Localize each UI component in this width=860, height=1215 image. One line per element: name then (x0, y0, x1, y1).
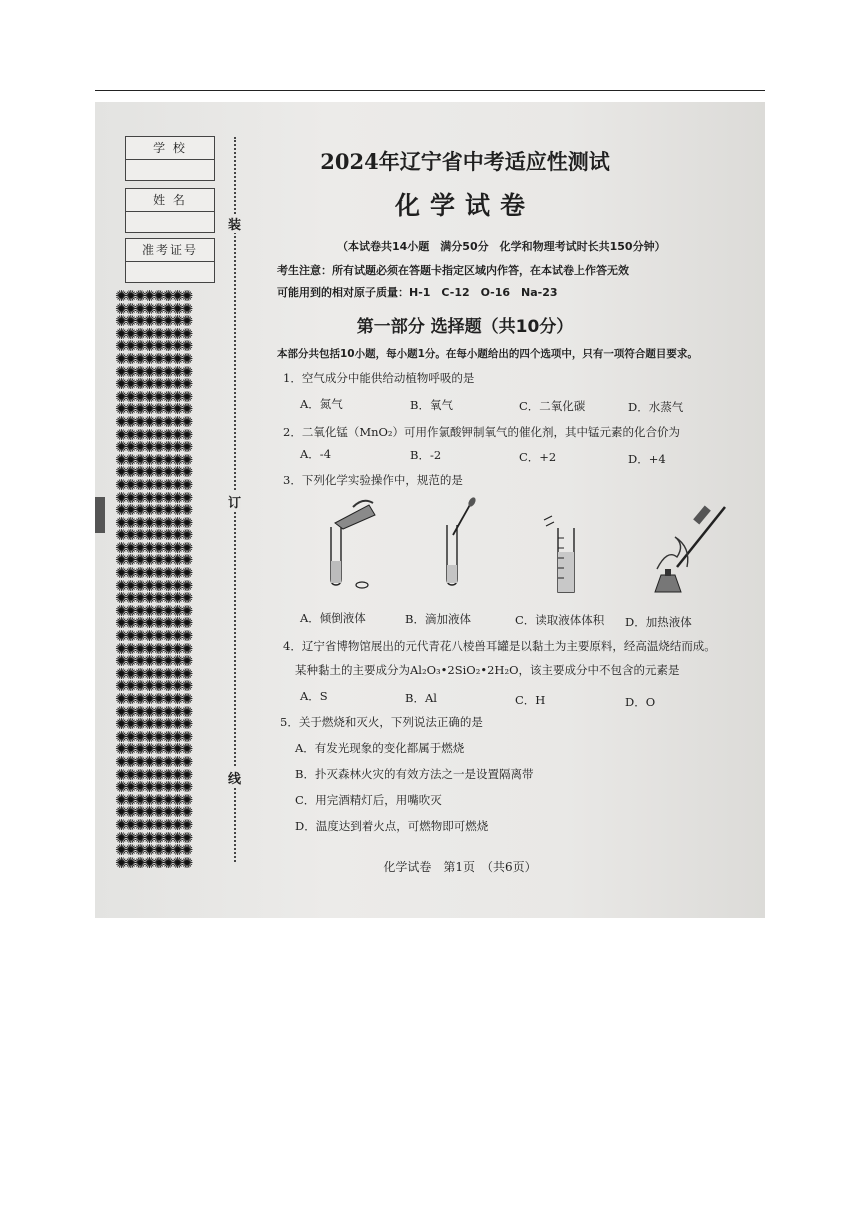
q2-option-d: D．+4 (628, 452, 666, 466)
q1-option-a: A．氮气 (300, 397, 343, 411)
question-5-stem: 5．关于燃烧和灭火，下列说法正确的是 (280, 715, 483, 729)
school-label: 学 校 (126, 137, 214, 160)
page-footer: 化学试卷 第1页 （共6页） (383, 860, 537, 874)
school-field-box (125, 136, 215, 181)
q3-option-b: B．滴加液体 (405, 612, 471, 626)
exam-number-field-box (125, 238, 215, 283)
exam-page-photo (95, 102, 765, 918)
heating-liquid-illustration (647, 497, 737, 597)
edge-shadow (95, 497, 105, 533)
question-4-stem-line2: 某种黏土的主要成分为Al₂O₃•2SiO₂•2H₂O，该主要成分中不包含的元素是 (295, 663, 680, 677)
question-1-stem: 1．空气成分中能供给动植物呼吸的是 (283, 371, 475, 385)
q2-option-c: C．+2 (519, 450, 557, 464)
question-3-stem: 3．下列化学实验操作中，规范的是 (283, 473, 463, 487)
q4-option-c: C．H (515, 693, 546, 707)
atomic-masses: 可能用到的相对原子质量：H-1 C-12 O-16 Na-23 (277, 286, 558, 299)
q2-option-a: A．-4 (300, 447, 332, 461)
q5-option-b: B．扑灭森林火灾的有效方法之一是设置隔离带 (295, 767, 534, 781)
name-entry-line (126, 212, 214, 232)
exam-number-entry-line (126, 262, 214, 282)
q4-option-a: A．S (300, 689, 328, 703)
q3-option-a: A．倾倒液体 (300, 611, 366, 625)
q4-option-d: D．O (625, 695, 656, 709)
q1-option-c: C．二氧化碳 (519, 399, 586, 413)
q5-option-d: D．温度达到着火点，可燃物即可燃烧 (295, 819, 489, 833)
exam-title: 2024年辽宁省中考适应性测试 (320, 149, 610, 174)
part-one-heading: 第一部分 选择题（共10分） (356, 317, 574, 337)
exam-subtitle: 化学试卷 (394, 191, 535, 220)
question-4-stem: 4．辽宁省博物馆展出的元代青花八棱兽耳罐是以黏土为主要原料，经高温烧结而成。 (283, 639, 716, 653)
candidate-notice: 考生注意：所有试题必须在答题卡指定区域内作答，在本试卷上作答无效 (277, 264, 629, 277)
part-one-instructions: 本部分共包括10小题，每小题1分。在每小题给出的四个选项中，只有一项符合题目要求。 (277, 348, 698, 360)
name-field-box (125, 188, 215, 233)
exam-info: （本试卷共14小题 满分50分 化学和物理考试时长共150分钟） (337, 240, 666, 253)
binding-mark-ding: 订 (228, 492, 241, 511)
pouring-liquid-illustration (317, 497, 387, 592)
reading-volume-illustration (540, 512, 595, 597)
q2-option-b: B．-2 (410, 448, 442, 462)
decorative-border-pattern: ✺✺✺✺✺✺✺✺ ✺✺✺✺✺✺✺✺ ✺✺✺✺✺✺✺✺ ✺✺✺✺✺✺✺✺ ✺✺✺✺✺✺✺✺ ✺✺✺✺✺✺✺✺ ✺✺✺✺✺✺✺✺ ✺✺✺✺✺✺✺✺ ✺✺✺✺✺✺✺✺ ✺✺✺✺✺✺✺✺ ✺✺✺✺✺✺✺✺ ✺✺✺✺✺✺✺✺ ✺✺✺✺✺✺✺✺ ✺✺✺✺✺✺✺✺ ✺✺✺✺✺✺✺✺ ✺✺✺✺✺✺✺✺ ✺✺✺✺✺✺✺✺ ✺✺✺✺✺✺✺✺ ✺✺✺✺✺✺✺✺ ✺✺✺✺✺✺✺✺ ✺✺✺✺✺✺✺✺ ✺✺✺✺✺✺✺✺ ✺✺✺✺✺✺✺✺ ✺✺✺✺✺✺✺✺ ✺✺✺✺✺✺✺✺ ✺✺✺✺✺✺✺✺ ✺✺✺✺✺✺✺✺ ✺✺✺✺✺✺✺✺ ✺✺✺✺✺✺✺✺ ✺✺✺✺✺✺✺✺ ✺✺✺✺✺✺✺✺ ✺✺✺✺✺✺✺✺ ✺✺✺✺✺✺✺✺ ✺✺✺✺✺✺✺✺ ✺✺✺✺✺✺✺✺ ✺✺✺✺✺✺✺✺ ✺✺✺✺✺✺✺✺ ✺✺✺✺✺✺✺✺ ✺✺✺✺✺✺✺✺ ✺✺✺✺✺✺✺✺ ✺✺✺✺✺✺✺✺ ✺✺✺✺✺✺✺✺ ✺✺✺✺✺✺✺✺ ✺✺✺✺✺✺✺✺ ✺✺✺✺✺✺✺✺ ✺✺✺✺✺✺✺✺ (115, 287, 190, 872)
page-top-rule (95, 90, 765, 91)
q1-option-d: D．水蒸气 (628, 400, 684, 414)
q1-option-b: B．氧气 (410, 398, 453, 412)
q3-option-c: C．读取液体体积 (515, 613, 605, 627)
name-label: 姓 名 (126, 189, 214, 212)
q5-option-a: A．有发光现象的变化都属于燃烧 (295, 741, 465, 755)
exam-number-label: 准考证号 (126, 239, 214, 262)
question-2-stem: 2．二氧化锰（MnO₂）可用作氯酸钾制氧气的催化剂，其中锰元素的化合价为 (283, 425, 681, 439)
dropping-liquid-illustration (435, 497, 485, 592)
school-entry-line (126, 160, 214, 180)
binding-mark-xian: 线 (228, 768, 241, 787)
binding-mark-zhuang: 装 (228, 214, 241, 233)
q4-option-b: B．Al (405, 691, 437, 705)
exam-sheet (95, 102, 765, 918)
q5-option-c: C．用完酒精灯后，用嘴吹灭 (295, 793, 442, 807)
q3-option-d: D．加热液体 (625, 615, 692, 629)
